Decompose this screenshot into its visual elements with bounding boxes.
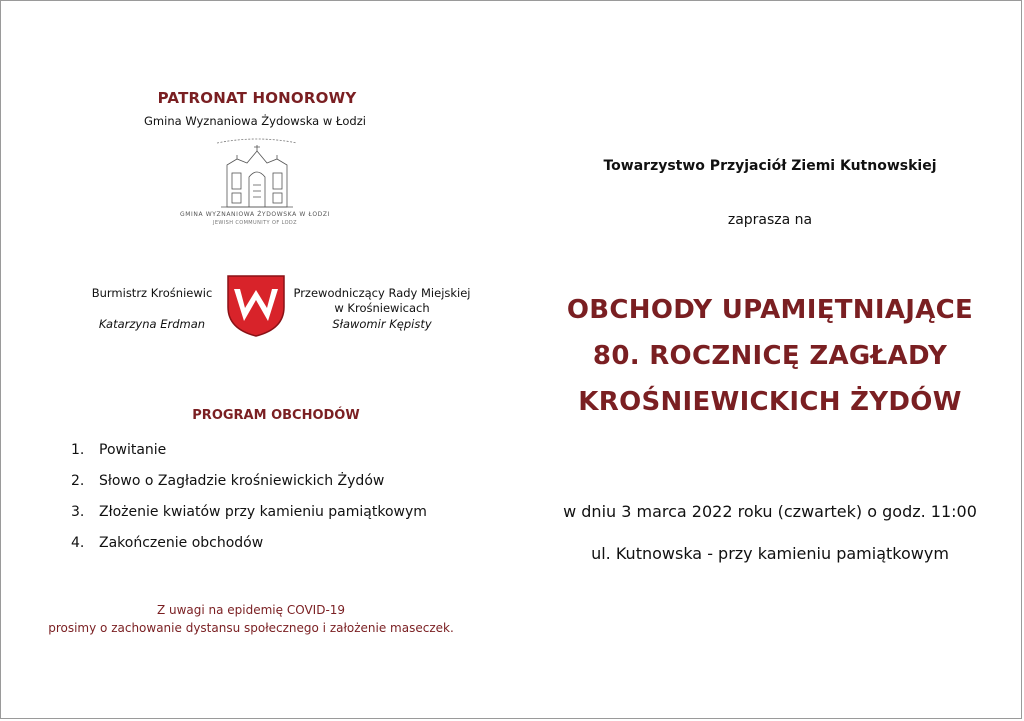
- event-place: ul. Kutnowska - przy kamieniu pamiątkowym: [591, 544, 949, 563]
- mayor-name: Katarzyna Erdman: [98, 317, 206, 331]
- program-item-number: 1.: [71, 442, 85, 458]
- mayor-title: Burmistrz Krośniewic: [91, 286, 213, 300]
- program-item-number: 2.: [71, 473, 85, 489]
- coat-of-arms-icon: [225, 273, 287, 339]
- covid-notice-line1: Z uwagi na epidemię COVID-19: [156, 603, 346, 617]
- event-headline: [531, 287, 1009, 425]
- council-title: [289, 286, 475, 316]
- event-date: w dniu 3 marca 2022 roku (czwartek) o godz. 11:00: [563, 502, 977, 521]
- patronage-title: PATRONAT HONOROWY: [157, 89, 357, 107]
- council-title-line1: Przewodniczący Rady Miejskiej: [293, 286, 471, 300]
- program-item-number: 4.: [71, 535, 85, 551]
- program-item-number: 3.: [71, 504, 85, 520]
- program-item-text: Zakończenie obchodów: [99, 535, 264, 551]
- program-item: [71, 442, 427, 473]
- covid-notice-line2: prosimy o zachowanie dystansu społecznego i założenie maseczek.: [48, 621, 454, 635]
- society-name: Towarzystwo Przyjaciół Ziemi Kutnowskiej: [603, 158, 937, 174]
- council-title-line2: w Krośniewicach: [334, 301, 430, 315]
- program-list: [71, 442, 427, 566]
- program-item: [71, 535, 427, 566]
- program-item: [71, 504, 427, 535]
- headline-line1: OBCHODY UPAMIĘTNIAJĄCE: [566, 295, 974, 325]
- council-name: Sławomir Kępisty: [332, 317, 432, 331]
- program-item: [71, 473, 427, 504]
- patronage-organization: Gmina Wyznaniowa Żydowska w Łodzi: [144, 114, 366, 128]
- headline-line2: 80. ROCZNICĘ ZAGŁADY: [592, 341, 948, 371]
- emblem-caption: GMINA WYZNANIOWA ŻYDOWSKA W ŁODZI: [180, 211, 330, 218]
- program-item-text: Powitanie: [99, 442, 167, 458]
- emblem-subcaption: JEWISH COMMUNITY OF LODZ: [212, 220, 298, 226]
- program-title: PROGRAM OBCHODÓW: [192, 408, 360, 423]
- headline-line3: KROŚNIEWICKICH ŻYDÓW: [578, 387, 962, 417]
- program-item-text: Złożenie kwiatów przy kamieniu pamiątkowym: [99, 504, 427, 520]
- program-item-text: Słowo o Zagładzie krośniewickich Żydów: [99, 473, 385, 489]
- invites-text: zaprasza na: [727, 212, 813, 228]
